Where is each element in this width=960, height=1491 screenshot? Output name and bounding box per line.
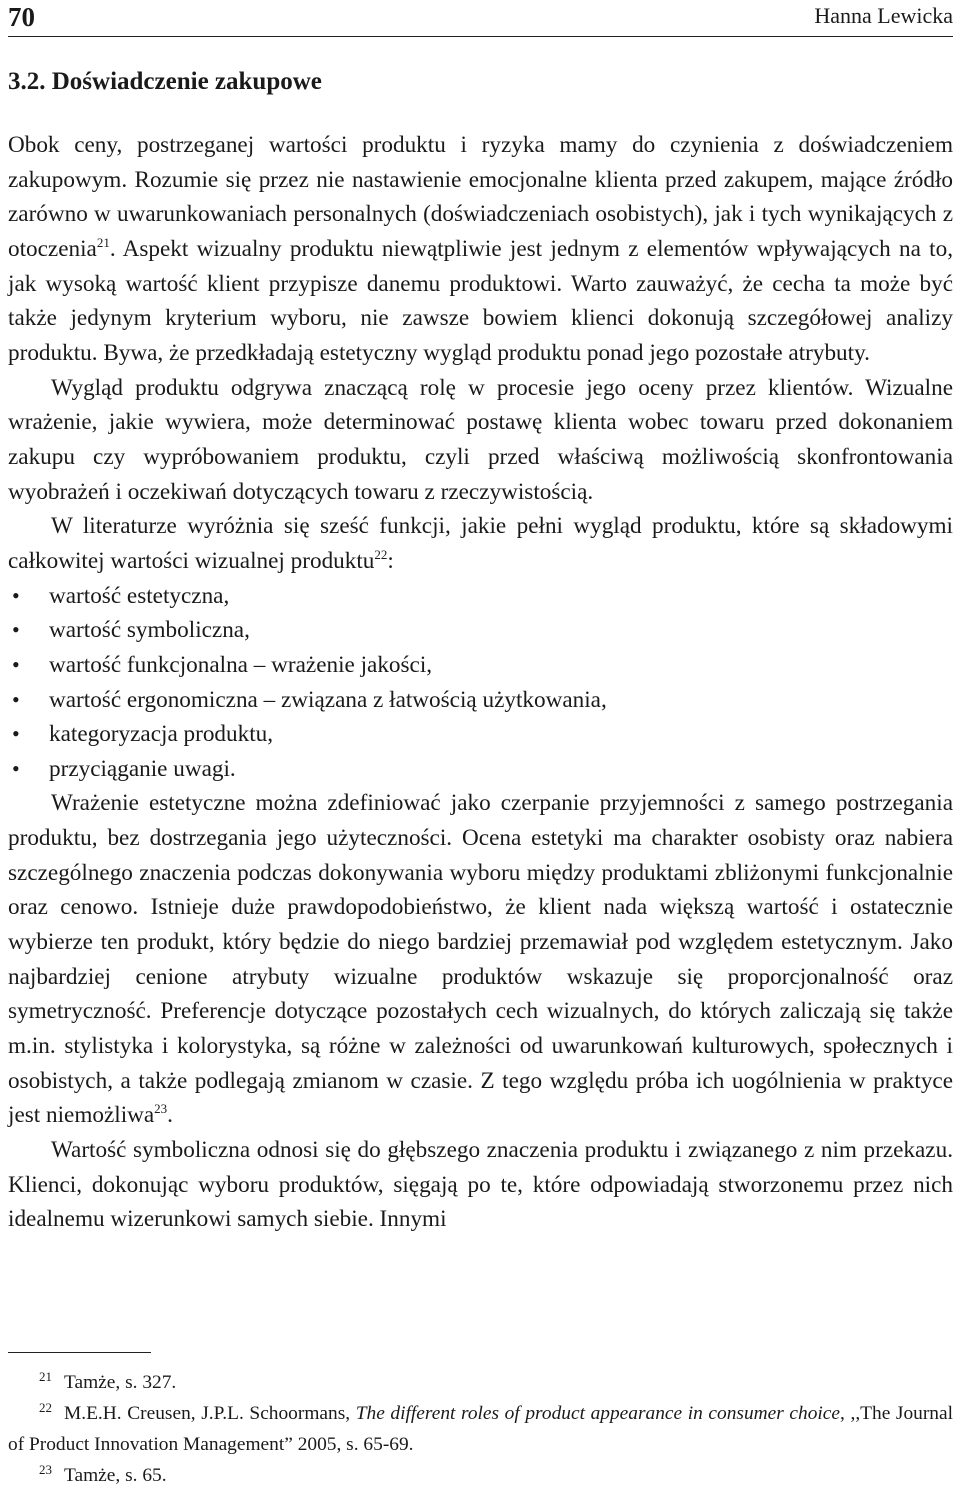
paragraph-4-text-b: . — [167, 1102, 173, 1129]
body-text — [8, 128, 953, 1237]
footnote-23: 23 Tamże, s. 65. — [39, 1462, 167, 1486]
paragraph-1-text-a: Obok ceny, postrzeganej wartości produktu i ryzyka mamy do czynienia z doświadczeniem zakupowym. Rozumie się przez nie nastawienie emocjonalne klienta przed zakupem, mające źródło zarówno w uwarunkowaniach personalnych (doświadczeniach osobistych), jak i tych wynikających z otoczenia — [8, 132, 953, 262]
paragraph-5: Wartość symboliczna odnosi się do głębszego znaczenia produktu i związanego z nim przekazu. Klienci, dokonując wyboru produktów, sięgają po te, które odpowiadają stworzonemu przez nich idealnemu wizerunkowi samych siebie. Innymi — [8, 1137, 953, 1233]
footnote-ref-23: 23 — [154, 1101, 168, 1117]
footnote-divider — [8, 1352, 151, 1353]
footnote-text-authors: M.E.H. Creusen, J.P.L. Schoormans, — [64, 1403, 356, 1424]
list-item-text: przyciąganie uwagi. — [49, 755, 236, 782]
list-item — [8, 579, 953, 614]
bullet-icon: • — [12, 617, 20, 643]
footnote-title-italic: The different roles of product appearance in consumer choice — [355, 1403, 841, 1424]
paragraph-3 — [8, 509, 953, 578]
footnote-text: Tamże, s. 327. — [64, 1372, 177, 1393]
list-item — [8, 613, 953, 648]
list-item-text: wartość funkcjonalna – wrażenie jakości, — [49, 651, 433, 678]
list-item — [8, 752, 953, 787]
list-item-text: wartość symboliczna, — [49, 617, 250, 644]
footnote-22: 22 M.E.H. Creusen, J.P.L. Schoormans, The different roles of product appearance in consumer choice, ,,The Journal of Product Innovation Management” 2005, s. 65-69. — [8, 1400, 953, 1455]
paragraph-3-text-b: : — [387, 547, 394, 574]
section-title: 3.2. Doświadczenie zakupowe — [8, 68, 322, 95]
paragraph-1 — [8, 128, 953, 371]
list-item-text: kategoryzacja produktu, — [49, 721, 274, 748]
paragraph-1-text-b: . Aspekt wizualny produktu niewątpliwie jest jednym z elementów wpływających na to, jak wysoką wartość klient przypisze danemu produktowi. Warto zauważyć, że cecha ta może być także jedynym kryterium wyboru, nie zawsze bowiem klienci dokonują szczegółowej analizy produktu. Bywa, że przedkładają estetyczny wygląd produktu ponad jego pozostałe atrybuty. — [8, 235, 953, 366]
paragraph-2: Wygląd produktu odgrywa znaczącą rolę w procesie jego oceny przez klientów. Wizualne wrażenie, jakie wywiera, może determinować postawę klienta wobec towaru przed dokonaniem zakupu czy wypróbowaniem produktu, czyli przed właściwą możliwością skonfrontowania wyobrażeń i oczekiwań dotyczących towaru z rzeczywistością. — [8, 374, 953, 505]
footnote-text: Tamże, s. 65. — [64, 1465, 167, 1486]
paragraph-4-text-a: Wrażenie estetyczne można zdefiniować jako czerpanie przyjemności z samego postrzegania produktu, bez dostrzegania jego użyteczności. Ocena estetyki ma charakter osobisty oraz nabiera szczególnego znaczenia podczas dokonywania wyboru między produktami zbliżonymi funkcjonalnie oraz cenowo. Istnieje duże prawdopodobieństwo, że klient nada większą wartość i ostatecznie wybierze ten produkt, który będzie do niego bardziej przemawiał pod względem estetycznym. Jako najbardziej cenione atrybuty wizualne produktów wskazuje się proporcjonalność oraz symetryczność. Preferencje dotyczące pozostałych cech wizualnych, do których zaliczają się także m.in. stylistyka i kolorystyka, są różne w zależności od uwarunkowań kulturowych, społecznych i osobistych, a także podlegają zmianom w czasie. Z tego względu próba ich uogólnienia w praktyce jest niemożliwa — [8, 790, 953, 1129]
list-item — [8, 648, 953, 683]
list-item — [8, 683, 953, 718]
bullet-icon: • — [12, 755, 20, 781]
footnote-ref-22: 22 — [374, 546, 388, 562]
list-item — [8, 717, 953, 752]
bullet-icon: • — [12, 721, 20, 747]
running-head-author: Hanna Lewicka — [814, 3, 953, 28]
bullet-icon: • — [12, 582, 20, 608]
footnotes — [8, 1367, 953, 1491]
paragraph-4 — [8, 786, 953, 1133]
page-number: 70 — [8, 2, 35, 32]
list-item-text: wartość estetyczna, — [49, 582, 230, 609]
footnote-text-source: , ,,The Journal of Product Innovation Management” 2005, s. 65-69. — [8, 1403, 953, 1455]
paragraph-3-text-a: W literaturze wyróżnia się sześć funkcji, jakie pełni wygląd produktu, które są składowymi całkowitej wartości wizualnej produktu — [8, 513, 953, 574]
footnote-ref-21: 21 — [96, 234, 110, 250]
bullet-icon: • — [12, 686, 20, 712]
page-header — [8, 0, 953, 37]
bullet-icon: • — [12, 651, 20, 677]
list-item-text: wartość ergonomiczna – związana z łatwością użytkowania, — [49, 686, 607, 713]
function-list — [8, 579, 953, 787]
footnote-21: 21 Tamże, s. 327. — [39, 1369, 177, 1393]
